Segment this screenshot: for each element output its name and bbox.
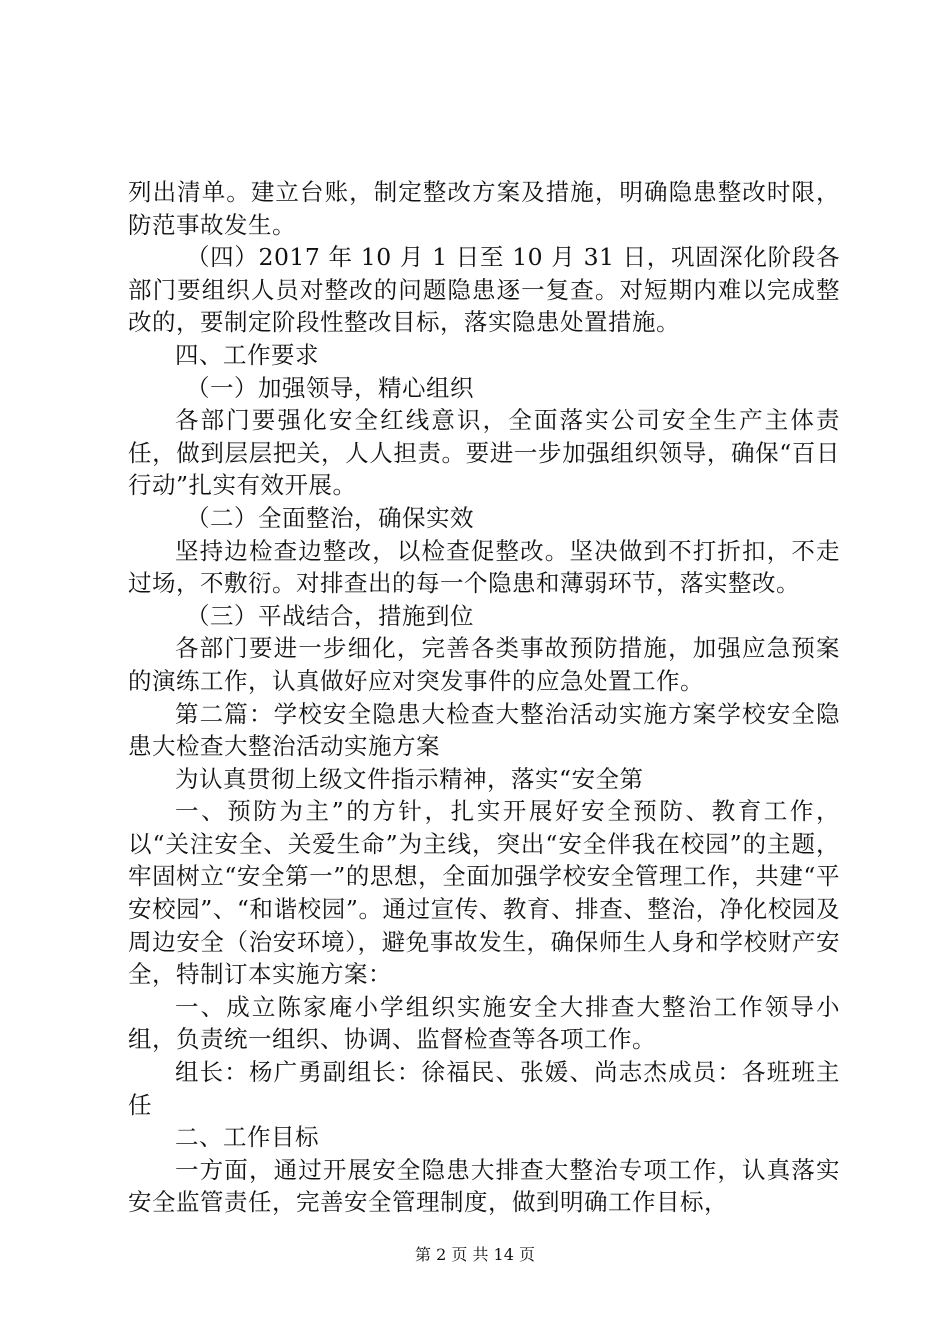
chapter-title: 第二篇：学校安全隐患大检查大整治活动实施方案学校安全隐患大检查大整治活动实施方案	[128, 699, 840, 761]
paragraph: 一方面，通过开展安全隐患大排查大整治专项工作，认真落实安全监管责任，完善安全管理制度，做到明确工作目标，	[128, 1155, 840, 1217]
paragraph: 各部门要强化安全红线意识，全面落实公司安全生产主体责任，做到层层把关，人人担责。要进一步加强组织领导，确保“百日行动”扎实有效开展。	[128, 406, 840, 500]
page-number-label: 第 2 页 共 14 页	[415, 1245, 535, 1264]
paragraph: 一、预防为主”的方针，扎实开展好安全预防、教育工作，以“关注安全、关爱生命”为主线，突出“安全伴我在校园”的主题，牢固树立“安全第一”的思想，全面加强学校安全管理工作，共建“平安校园”、“和谐校园”。通过宣传、教育、排查、整治，净化校园及周边安全（治安环境），避免事故发生，确保师生人身和学校财产安全，特制订本实施方案：	[128, 797, 840, 989]
paragraph: 组长：杨广勇副组长：徐福民、张媛、尚志杰成员：各班班主任	[128, 1058, 840, 1119]
section-heading: 四、工作要求	[175, 340, 319, 369]
paragraph: 列出清单。建立台账，制定整改方案及措施，明确隐患整改时限，防范事故发生。	[128, 178, 840, 239]
paragraph: （四）2017 年 10 月 1 日至 10 月 31 日，巩固深化阶段各部门要组织人员对整改的问题隐患逐一复查。对短期内难以完成整改的，要制定阶段性整改目标，落实隐患处置措施。	[128, 243, 840, 337]
paragraph: 一、成立陈家庵小学组织实施安全大排查大整治工作领导小组，负责统一组织、协调、监督检查等各项工作。	[128, 992, 840, 1054]
document-body	[128, 176, 840, 1219]
paragraph: 为认真贯彻上级文件指示精神，落实“安全第	[175, 764, 644, 793]
subsection-heading: （一）加强领导，精心组织	[186, 373, 474, 402]
page-footer	[0, 1245, 950, 1265]
subsection-heading: （三）平战结合，措施到位	[186, 601, 474, 630]
paragraph: 坚持边检查边整改，以检查促整改。坚决做到不打折扣，不走过场，不敷衍。对排查出的每一个隐患和薄弱环节，落实整改。	[128, 536, 840, 598]
subsection-heading: （二）全面整治，确保实效	[186, 503, 474, 532]
paragraph: 各部门要进一步细化，完善各类事故预防措施，加强应急预案的演练工作，认真做好应对突发事件的应急处置工作。	[128, 634, 840, 695]
section-heading: 二、工作目标	[175, 1123, 319, 1152]
